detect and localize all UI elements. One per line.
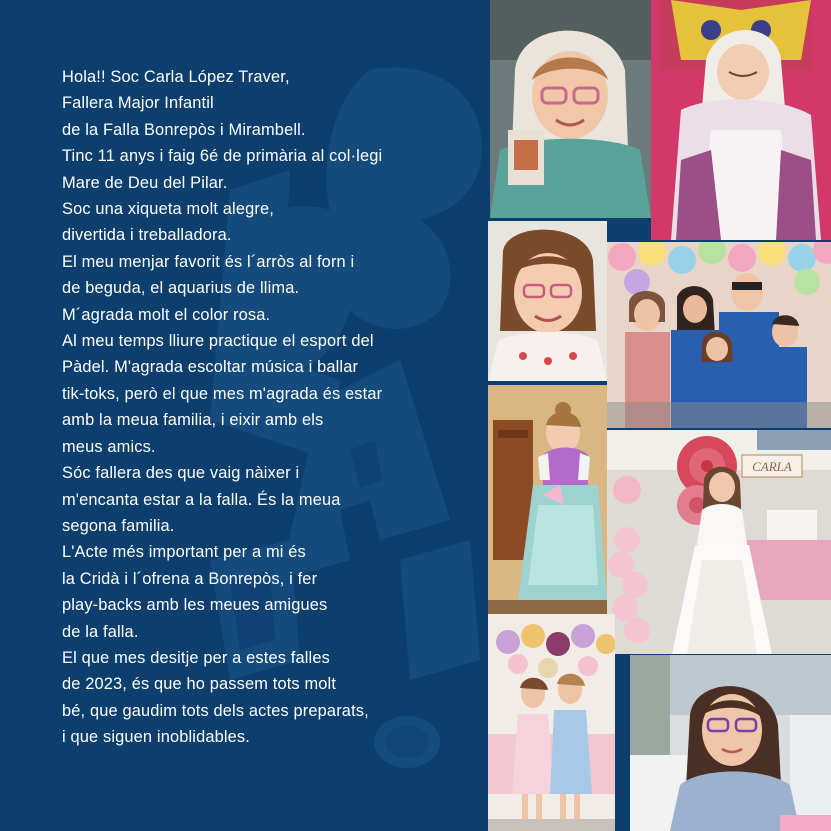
bio-line: Sóc fallera des que vaig nàixer i (62, 464, 300, 483)
bio-line: El meu menjar favorit és l´arròs al forn i (62, 252, 355, 271)
biography-text (62, 64, 482, 751)
photo-communion-dress (607, 430, 831, 654)
bio-line: L'Acte més important per a mi és (62, 543, 306, 562)
photo-toddler-fallera-dress (488, 385, 607, 614)
photo-girl-glasses-closeup (488, 221, 607, 381)
bio-line: Tinc 11 anys i faig 6é de primària al col·legi (62, 147, 383, 166)
bio-line: M´agrada molt el color rosa. (62, 305, 271, 324)
bio-line: El que mes desitje per a estes falles (62, 648, 330, 667)
bio-line: de la falla. (62, 622, 139, 641)
bio-line: amb la meua familia, i eixir amb els (62, 411, 324, 430)
bio-line: tik-toks, però el que mes m'agrada és estar (62, 384, 383, 403)
bio-line: Al meu temps lliure practique el esport del (62, 332, 374, 351)
bio-line: bé, que gaudim tots dels actes preparats, (62, 701, 369, 720)
bio-line: i que siguen inoblidables. (62, 728, 250, 747)
bio-line: play-backs amb les meues amigues (62, 596, 328, 615)
photo-girl-purple-glasses (630, 655, 831, 831)
photo-two-girls-flowers (488, 614, 615, 831)
bio-line: Mare de Deu del Pilar. (62, 173, 228, 192)
photo-toddler-headdress (490, 0, 651, 218)
carla-banner-text: CARLA (752, 459, 792, 474)
bio-line: segona familia. (62, 516, 175, 535)
bio-line: meus amics. (62, 437, 156, 456)
bio-line: m'encanta estar a la falla. És la meua (62, 490, 341, 509)
bio-line: Soc una xiqueta molt alegre, (62, 200, 274, 219)
bio-line: Hola!! Soc Carla López Traver, (62, 68, 290, 86)
bio-line: de 2023, és que ho passem tots molt (62, 675, 337, 694)
bio-line: de beguda, el aquarius de llima. (62, 279, 300, 298)
photo-family-balloons (607, 242, 831, 428)
bio-line: de la Falla Bonrepòs i Mirambell. (62, 120, 306, 139)
photo-baby-stroller (651, 0, 831, 240)
bio-line: la Cridà i l´ofrena a Bonrepòs, i fer (62, 569, 318, 588)
bio-line: Pàdel. M'agrada escoltar música i ballar (62, 358, 359, 377)
bio-line: divertida i treballadora. (62, 226, 232, 245)
bio-line: Fallera Major Infantil (62, 94, 214, 113)
